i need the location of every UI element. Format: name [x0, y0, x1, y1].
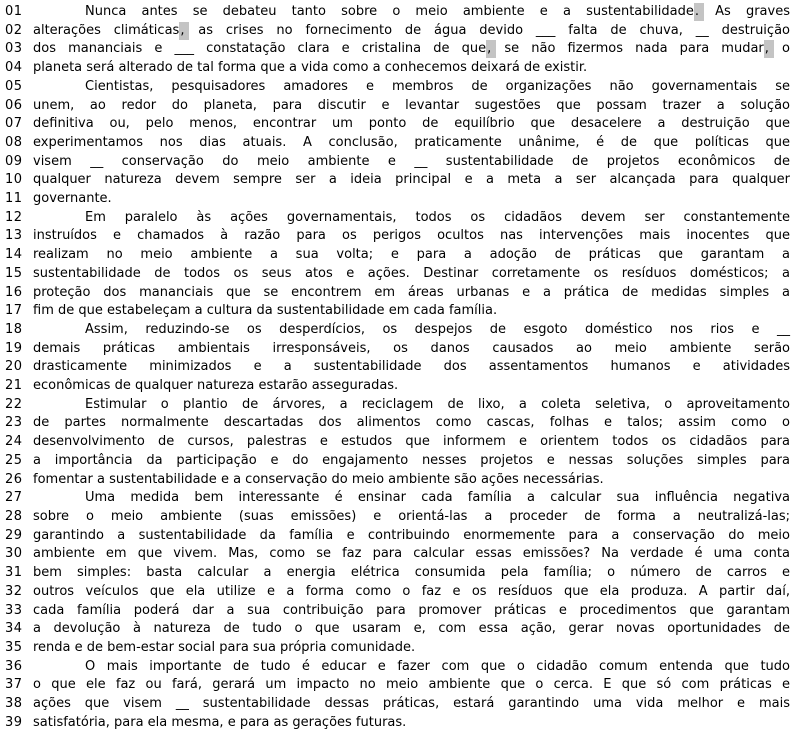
text-segment: o: [769, 41, 790, 57]
line-text: [33, 22, 795, 41]
line-number: 06: [5, 97, 23, 113]
text-segment: se não fizermos nada para mudar: [492, 41, 764, 57]
line-text: [33, 115, 795, 134]
line-number: 33: [5, 602, 23, 618]
text-segment: desenvolvimento de cursos, palestras e estudos que informem e orientem todos os cidadãos para: [33, 434, 790, 450]
line-text: [33, 321, 795, 340]
line-number: 26: [5, 471, 23, 487]
text-line: [0, 209, 795, 228]
text-line: [0, 545, 795, 564]
line-text: [33, 658, 795, 677]
line-number: 36: [5, 658, 23, 674]
text-line: [0, 620, 795, 639]
line-number: 38: [5, 696, 23, 712]
text-segment: garantindo a sustentabilidade da família e contribuindo enormemente para a conservação do meio: [33, 527, 790, 543]
line-text: [33, 59, 795, 78]
line-number: 12: [5, 209, 23, 225]
text-segment: O mais importante de tudo é educar e fazer com que o cidadão comum entenda que tudo: [85, 658, 790, 674]
line-text: [33, 433, 795, 452]
line-number: 05: [5, 78, 23, 94]
text-line: [0, 40, 795, 59]
line-text: [33, 396, 795, 415]
text-line: [0, 714, 795, 732]
text-line: [0, 59, 795, 78]
text-segment: cada família poderá dar a sua contribuição para promover práticas e procedimentos que garantam: [33, 602, 790, 618]
text-segment: renda e de bem-estar social para sua própria comunidade.: [33, 639, 416, 655]
text-segment: o que ele faz ou fará, gerará um impacto no meio ambiente que o cerca. E que só com práticas e: [33, 677, 790, 693]
text-segment: As graves: [699, 4, 790, 19]
line-text: [33, 209, 795, 228]
text-line: [0, 153, 795, 172]
line-text: [33, 265, 795, 284]
text-line: [0, 414, 795, 433]
line-text: [33, 78, 795, 97]
text-segment: bem simples: basta calcular a energia elétrica consumida pela família; o número de carros e: [33, 565, 790, 581]
text-segment: demais práticas ambientais irresponsáveis, os danos causados ao meio ambiente serão: [33, 340, 790, 356]
text-segment: alterações climáticas: [33, 22, 180, 38]
line-number: 22: [5, 396, 23, 412]
text-line: [0, 340, 795, 359]
line-number: 32: [5, 583, 23, 599]
line-number: 30: [5, 546, 23, 562]
highlighted-punctuation: ,: [486, 40, 496, 58]
line-number: 14: [5, 247, 23, 263]
line-text: [33, 695, 795, 714]
line-number: 19: [5, 340, 23, 356]
text-line: [0, 78, 795, 97]
text-segment: outros veículos que ela utilize e a forma como o faz e os resíduos que ela produza. A partir daí,: [33, 583, 790, 599]
text-line: [0, 115, 795, 134]
text-line: [0, 246, 795, 265]
text-line: [0, 639, 795, 658]
text-line: [0, 134, 795, 153]
line-number: 24: [5, 434, 23, 450]
text-line: [0, 508, 795, 527]
text-line: [0, 227, 795, 246]
line-number: 11: [5, 191, 23, 207]
text-segment: governante.: [33, 191, 112, 207]
line-number: 20: [5, 359, 23, 375]
text-line: [0, 265, 795, 284]
text-line: [0, 321, 795, 340]
line-text: [33, 414, 795, 433]
text-segment: a importância da participação e do engajamento nesses projetos e nessas soluções simples para: [33, 452, 790, 468]
text-line: [0, 190, 795, 209]
text-segment: unem, ao redor do planeta, para discutir e levantar sugestões que possam trazer a solução: [33, 97, 790, 113]
text-segment: sustentabilidade de todos os seus atos e ações. Destinar corretamente os resíduos domésticos; a: [33, 265, 790, 281]
text-segment: Cientistas, pesquisadores amadores e membros de organizações não governamentais se: [85, 78, 790, 94]
line-number: 02: [5, 22, 23, 38]
line-text: [33, 190, 795, 209]
line-number: 08: [5, 134, 23, 150]
line-text: [33, 246, 795, 265]
text-segment: proteção dos mananciais que se encontrem em áreas urbanas e a prática de medidas simples a: [33, 284, 790, 300]
text-segment: Estimular o plantio de árvores, a reciclagem de lixo, a coleta seletiva, o aproveitamento: [85, 396, 790, 412]
text-line: [0, 527, 795, 546]
text-segment: experimentamos nos dias atuais. A conclusão, praticamente unânime, é de que políticas que: [33, 134, 790, 150]
text-segment: planeta será alterado de tal forma que a vida como a conhecemos deixará de existir.: [33, 60, 588, 76]
text-body: [0, 3, 795, 732]
line-text: [33, 602, 795, 621]
text-segment: fim de que estabeleçam a cultura da sustentabilidade em cada família.: [33, 303, 498, 319]
text-segment: Uma medida bem interessante é ensinar cada família a calcular sua influência negativa: [85, 490, 790, 506]
line-text: [33, 153, 795, 172]
line-number: 04: [5, 60, 23, 76]
text-line: [0, 695, 795, 714]
line-number: 21: [5, 378, 23, 394]
text-segment: fomentar a sustentabilidade e a conservação do meio ambiente são ações necessárias.: [33, 471, 604, 487]
line-number: 16: [5, 284, 23, 300]
line-number: 39: [5, 714, 23, 730]
line-number: 28: [5, 508, 23, 524]
line-number: 01: [5, 4, 23, 19]
line-text: [33, 3, 795, 22]
line-text: [33, 639, 795, 658]
text-line: [0, 602, 795, 621]
text-line: [0, 658, 795, 677]
text-segment: Nunca antes se debateu tanto sobre o meio ambiente e a sustentabilidade: [85, 4, 694, 19]
line-number: 18: [5, 321, 23, 337]
line-text: [33, 583, 795, 602]
line-number: 10: [5, 172, 23, 188]
text-line: [0, 22, 795, 41]
line-text: [33, 676, 795, 695]
line-text: [33, 489, 795, 508]
line-text: [33, 527, 795, 546]
text-segment: definitiva ou, pelo menos, encontrar um ponto de equilíbrio que desacelere a destruição que: [33, 116, 790, 132]
line-text: [33, 134, 795, 153]
text-line: [0, 583, 795, 602]
line-text: [33, 564, 795, 583]
text-line: [0, 396, 795, 415]
line-number: 03: [5, 41, 23, 57]
line-text: [33, 340, 795, 359]
text-segment: sobre o meio ambiente (suas emissões) e orientá-las a proceder de forma a neutralizá-las;: [33, 508, 790, 524]
line-number: 29: [5, 527, 23, 543]
text-line: [0, 97, 795, 116]
line-number: 27: [5, 490, 23, 506]
text-segment: visem __ conservação do meio ambiente e __ sustentabilidade de projetos econômicos de: [33, 153, 790, 169]
line-number: 25: [5, 452, 23, 468]
text-line: [0, 489, 795, 508]
text-line: [0, 284, 795, 303]
text-line: [0, 302, 795, 321]
text-line: [0, 377, 795, 396]
line-number: 13: [5, 228, 23, 244]
text-segment: qualquer natureza devem sempre ser a ideia principal e a meta a ser alcançada para qualquer: [33, 172, 790, 188]
line-text: [33, 714, 795, 732]
line-text: [33, 302, 795, 321]
text-line: [0, 676, 795, 695]
line-text: [33, 452, 795, 471]
text-segment: ambiente em que vivem. Mas, como se faz para calcular essas emissões? Na verdade é uma conta: [33, 546, 790, 562]
text-line: [0, 433, 795, 452]
text-line: [0, 564, 795, 583]
line-text: [33, 171, 795, 190]
line-text: [33, 377, 795, 396]
text-segment: ações que visem __ sustentabilidade dessas práticas, estará garantindo uma vida melhor e mais: [33, 696, 790, 712]
text-segment: econômicas de qualquer natureza estarão asseguradas.: [33, 378, 399, 394]
line-text: [33, 620, 795, 639]
highlighted-punctuation: .: [694, 3, 704, 21]
line-text: [33, 97, 795, 116]
line-number: 35: [5, 639, 23, 655]
line-text: [33, 227, 795, 246]
line-number: 07: [5, 116, 23, 132]
highlighted-punctuation: ,: [179, 22, 189, 40]
line-number: 31: [5, 565, 23, 581]
line-number: 15: [5, 265, 23, 281]
text-segment: Em paralelo às ações governamentais, todos os cidadãos devem ser constantemente: [85, 209, 790, 225]
text-line: [0, 471, 795, 490]
text-segment: Assim, reduzindo-se os desperdícios, os despejos de esgoto doméstico nos rios e __: [85, 321, 790, 337]
text-segment: de partes normalmente descartadas dos alimentos como cascas, folhas e talos; assim como o: [33, 415, 790, 431]
text-segment: realizam no meio ambiente a sua volta; e para a adoção de práticas que garantam a: [33, 247, 790, 263]
line-text: [33, 358, 795, 377]
line-number: 23: [5, 415, 23, 431]
text-line: [0, 452, 795, 471]
highlighted-punctuation: ,: [764, 40, 774, 58]
text-segment: satisfatória, para ela mesma, e para as gerações futuras.: [33, 714, 407, 730]
line-number: 17: [5, 303, 23, 319]
text-line: [0, 171, 795, 190]
line-text: [33, 471, 795, 490]
text-segment: a devolução à natureza de tudo o que usaram e, com essa ação, gerar novas oportunidades de: [33, 621, 790, 637]
line-text: [33, 40, 795, 59]
text-line: [0, 358, 795, 377]
line-number: 09: [5, 153, 23, 169]
text-segment: instruídos e chamados à razão para os perigos ocultos nas intervenções mais inocentes que: [33, 228, 790, 244]
text-segment: as crises no fornecimento de água devido ___ falta de chuva, __ destruição: [185, 22, 790, 38]
line-number: 34: [5, 621, 23, 637]
text-line: [0, 3, 795, 22]
text-segment: drasticamente minimizados e a sustentabilidade dos assentamentos humanos e atividades: [33, 359, 790, 375]
line-text: [33, 545, 795, 564]
line-text: [33, 284, 795, 303]
text-segment: dos mananciais e ___ constatação clara e cristalina de que: [33, 41, 487, 57]
line-text: [33, 508, 795, 527]
line-number: 37: [5, 677, 23, 693]
